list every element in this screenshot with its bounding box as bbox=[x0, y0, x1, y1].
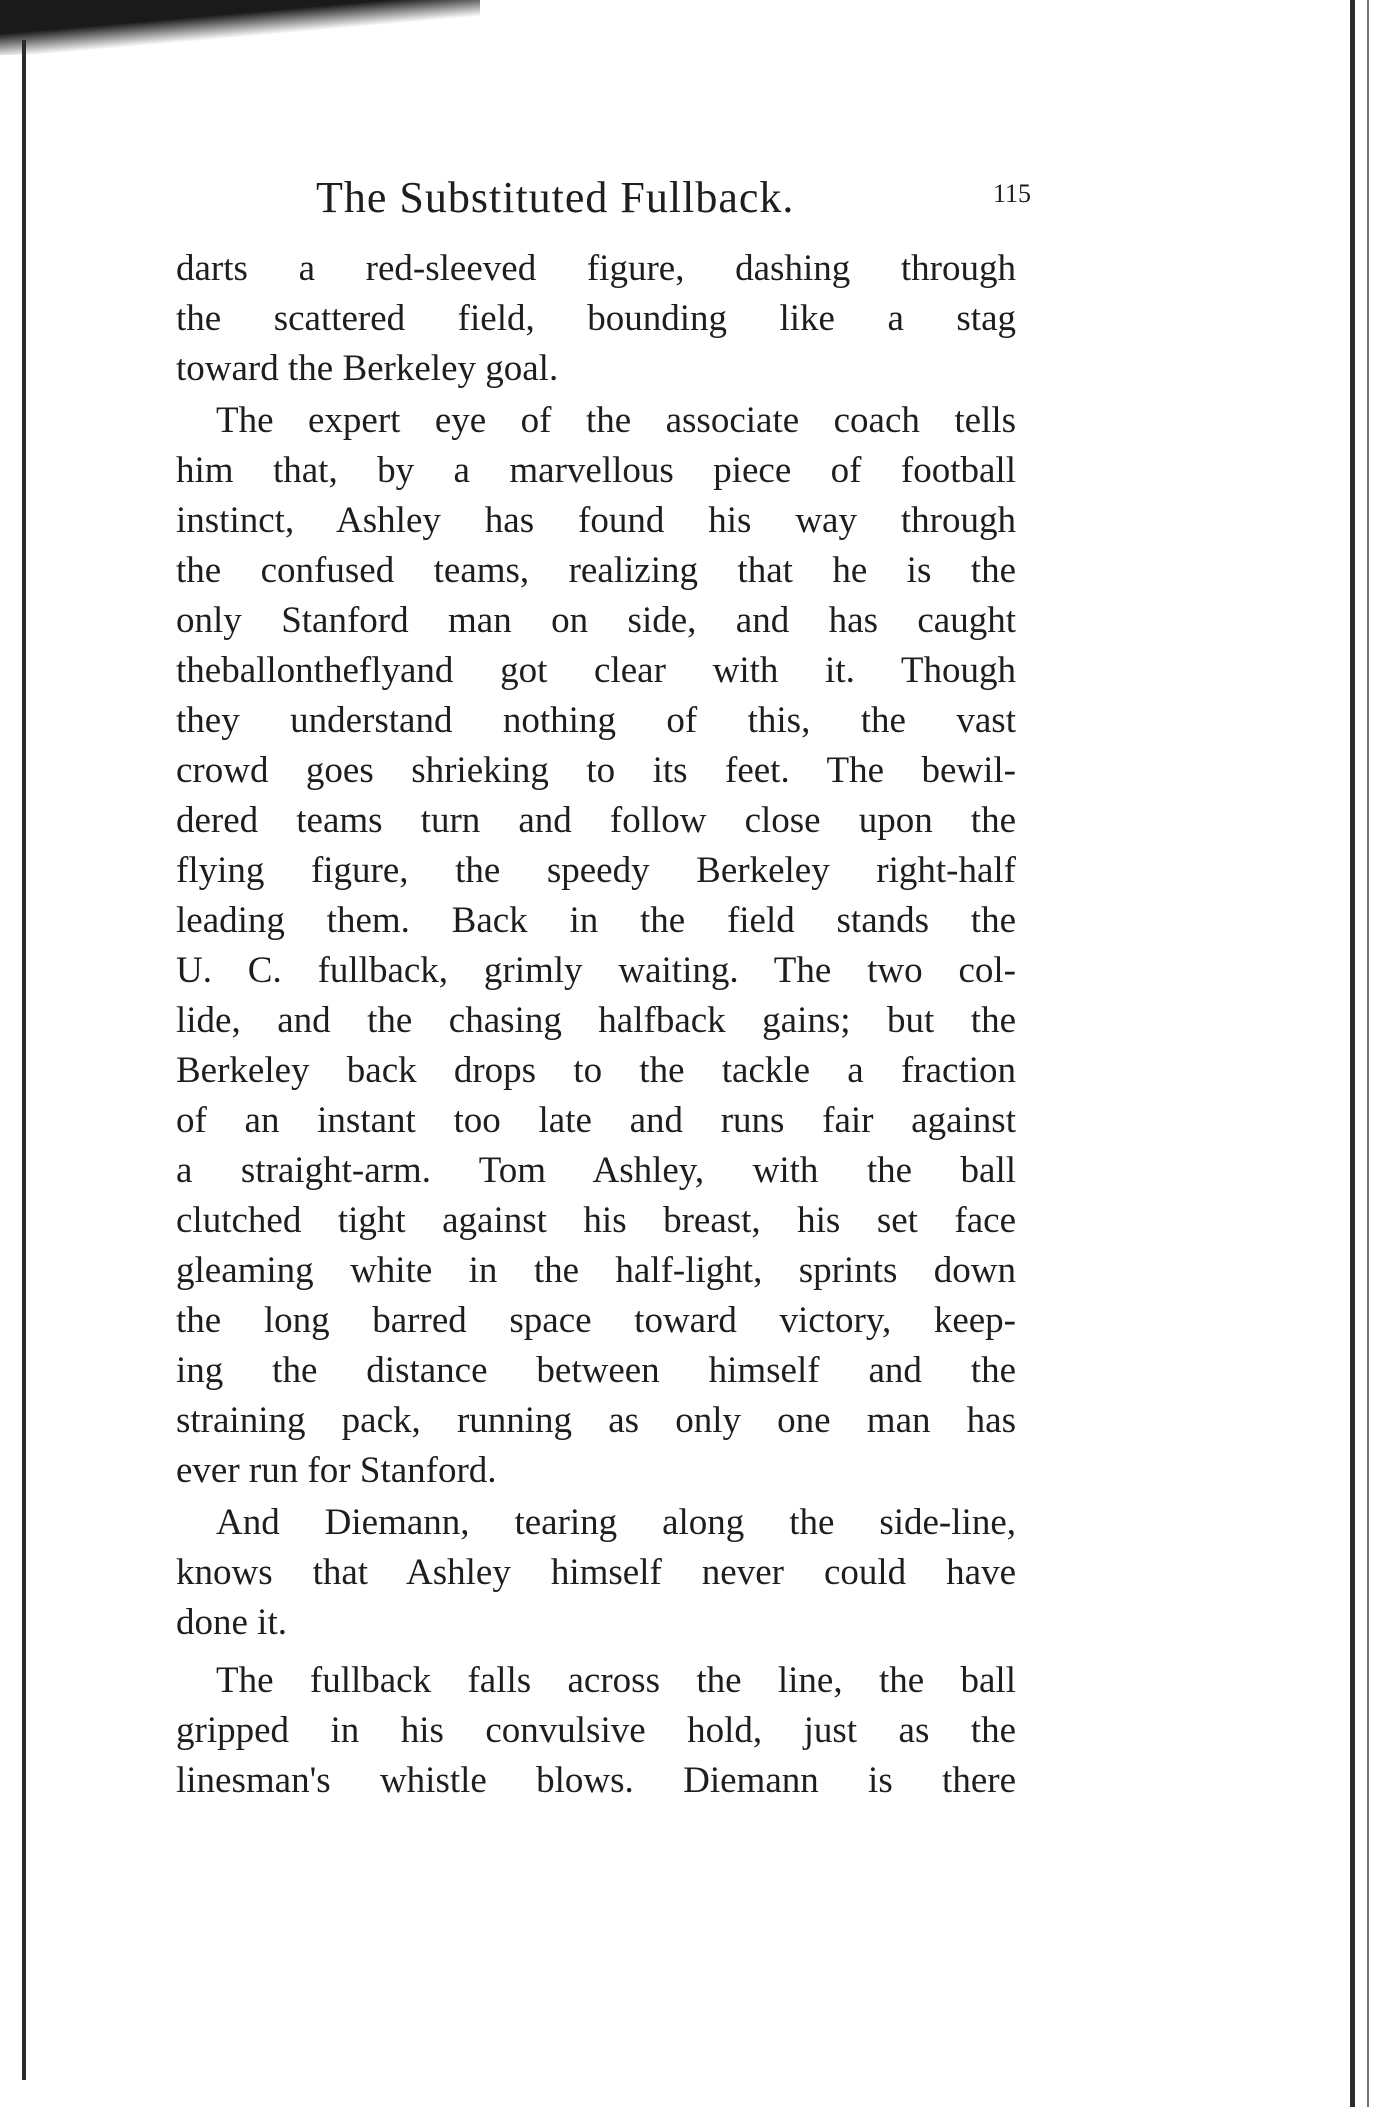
text-line: only Stanford man on side, and has caught bbox=[176, 600, 1016, 641]
text-line: done it. bbox=[176, 1602, 287, 1643]
text-line: theballontheflyand got clear with it. Though bbox=[176, 650, 1016, 691]
page-number: 115 bbox=[992, 179, 1031, 208]
text-line: U. C. fullback, grimly waiting. The two col- bbox=[176, 950, 1016, 991]
text-line: the scattered field, bounding like a stag bbox=[176, 298, 1016, 339]
text-line: lide, and the chasing halfback gains; but the bbox=[176, 1000, 1016, 1041]
text-line: linesman's whistle blows. Diemann is there bbox=[176, 1760, 1016, 1801]
text-line: ever run for Stanford. bbox=[176, 1450, 497, 1491]
text-line: a straight-arm. Tom Ashley, with the ball bbox=[176, 1150, 1016, 1191]
text-line: knows that Ashley himself never could have bbox=[176, 1552, 1016, 1593]
text-line: him that, by a marvellous piece of football bbox=[176, 450, 1016, 491]
text-line: gleaming white in the half-light, sprints down bbox=[176, 1250, 1016, 1291]
text-line: they understand nothing of this, the vast bbox=[176, 700, 1016, 741]
text-line: clutched tight against his breast, his set face bbox=[176, 1200, 1016, 1241]
text-line: Berkeley back drops to the tackle a fraction bbox=[176, 1050, 1016, 1091]
text-line: flying figure, the speedy Berkeley right-half bbox=[176, 850, 1016, 891]
scan-edge-top bbox=[0, 0, 480, 55]
scan-edge-left bbox=[22, 40, 26, 2080]
text-line: the long barred space toward victory, keep- bbox=[176, 1300, 1016, 1341]
running-title: The Substituted Fullback. bbox=[316, 173, 795, 222]
text-line: darts a red-sleeved figure, dashing through bbox=[176, 248, 1016, 289]
text-line: leading them. Back in the field stands the bbox=[176, 900, 1016, 941]
paragraph bbox=[176, 244, 1016, 394]
text-line: gripped in his convulsive hold, just as the bbox=[176, 1710, 1016, 1751]
body-text bbox=[176, 244, 1016, 1806]
text-line: the confused teams, realizing that he is the bbox=[176, 550, 1016, 591]
text-line: ing the distance between himself and the bbox=[176, 1350, 1016, 1391]
paragraph bbox=[176, 1656, 1016, 1806]
text-line: The fullback falls across the line, the ball bbox=[216, 1660, 1016, 1701]
text-line: dered teams turn and follow close upon the bbox=[176, 800, 1016, 841]
text-line: instinct, Ashley has found his way through bbox=[176, 500, 1016, 541]
scan-edge-right-inner bbox=[1367, 0, 1369, 2107]
paragraph bbox=[176, 1498, 1016, 1648]
paragraph bbox=[176, 396, 1016, 1496]
text-line: And Diemann, tearing along the side-line, bbox=[216, 1502, 1016, 1543]
text-line: crowd goes shrieking to its feet. The bewil- bbox=[176, 750, 1016, 791]
text-line: The expert eye of the associate coach tells bbox=[216, 400, 1016, 441]
text-line: of an instant too late and runs fair against bbox=[176, 1100, 1016, 1141]
text-line: toward the Berkeley goal. bbox=[176, 348, 559, 389]
scan-edge-right bbox=[1350, 0, 1355, 2107]
running-head bbox=[316, 168, 1031, 228]
text-line: straining pack, running as only one man has bbox=[176, 1400, 1016, 1441]
